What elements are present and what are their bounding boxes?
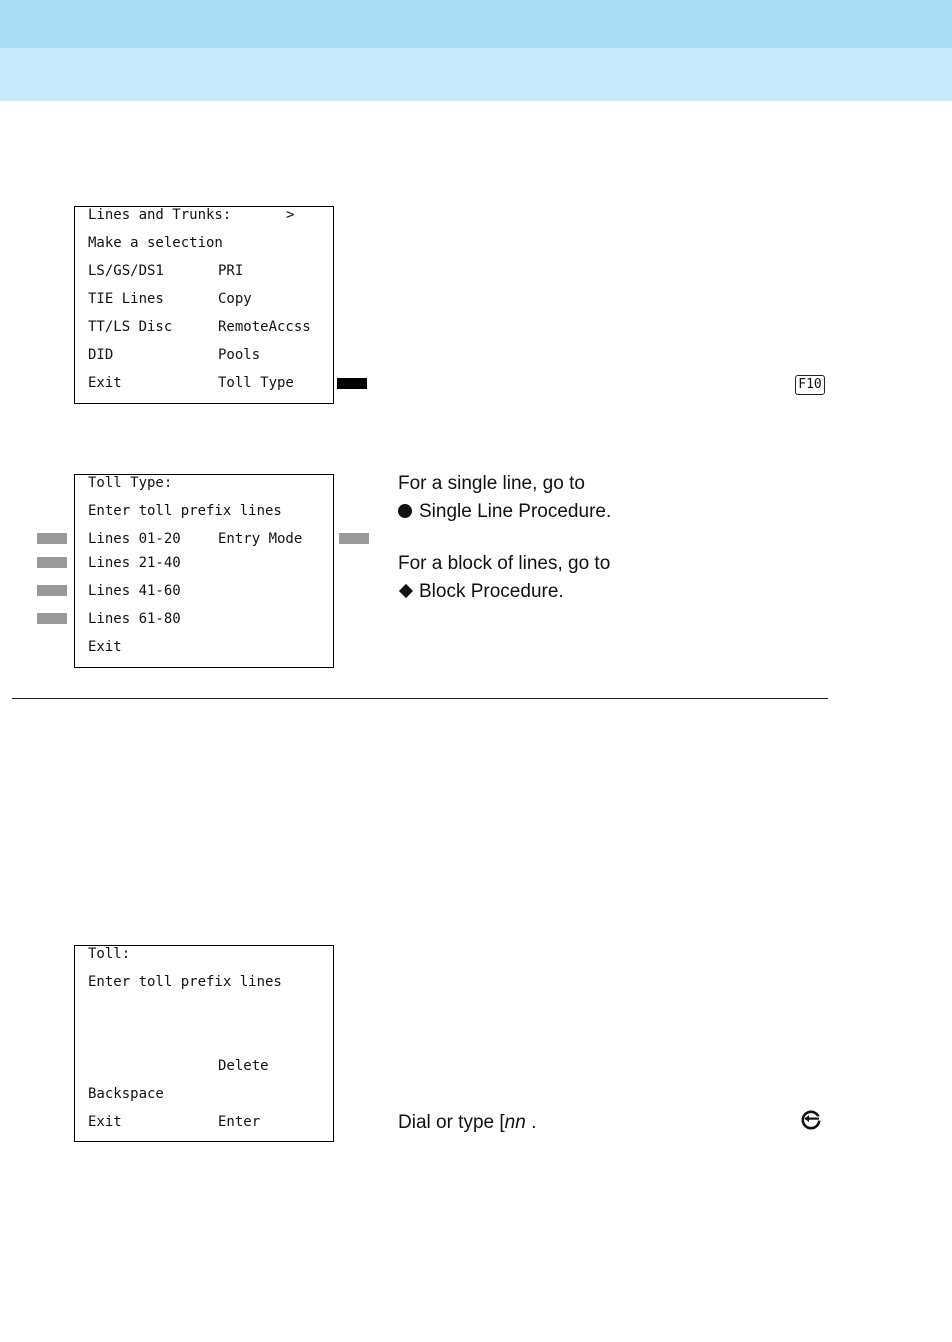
softkey-indicator[interactable]	[37, 585, 67, 596]
menu-copy[interactable]: Copy	[218, 291, 252, 307]
menu-did[interactable]: DID	[88, 347, 114, 363]
screen-prompt: Make a selection	[88, 235, 223, 251]
dial-prefix: Dial or type [	[398, 1112, 505, 1133]
menu-pools[interactable]: Pools	[218, 347, 261, 363]
menu-backspace[interactable]: Backspace	[88, 1086, 164, 1102]
f10-key[interactable]: F10	[795, 375, 825, 395]
menu-exit[interactable]: Exit	[88, 375, 122, 391]
circle-bullet-icon	[398, 504, 412, 518]
menu-lines-01-20[interactable]: Lines 01-20	[88, 531, 181, 547]
block-procedure-label: Block Procedure.	[419, 581, 564, 602]
screen-toll-type	[74, 474, 334, 668]
menu-remote-access[interactable]: RemoteAccss	[218, 319, 311, 335]
menu-exit[interactable]: Exit	[88, 639, 122, 655]
menu-toll-type[interactable]: Toll Type	[218, 375, 294, 391]
active-softkey-indicator[interactable]	[337, 378, 367, 389]
screen-toll	[74, 945, 334, 1142]
single-line-intro: For a single line, go to	[398, 473, 585, 494]
softkey-indicator[interactable]	[37, 557, 67, 568]
section-divider	[12, 698, 828, 699]
block-link[interactable]	[398, 581, 564, 603]
menu-ls-gs-ds1[interactable]: LS/GS/DS1	[88, 263, 164, 279]
menu-tt-ls-disc[interactable]: TT/LS Disc	[88, 319, 173, 335]
single-line-link[interactable]	[398, 501, 611, 523]
menu-enter[interactable]: Enter	[218, 1114, 261, 1130]
menu-entry-mode[interactable]: Entry Mode	[218, 531, 303, 547]
softkey-indicator[interactable]	[37, 533, 67, 544]
menu-tie-lines[interactable]: TIE Lines	[88, 291, 164, 307]
screen-prompt: Enter toll prefix lines	[88, 974, 282, 990]
return-icon	[801, 1110, 821, 1130]
diamond-bullet-icon	[399, 584, 413, 598]
more-arrow: >	[286, 207, 295, 223]
screen-title: Lines and Trunks:	[88, 207, 232, 223]
screen-prompt: Enter toll prefix lines	[88, 503, 282, 519]
softkey-indicator[interactable]	[339, 533, 369, 544]
menu-exit[interactable]: Exit	[88, 1114, 122, 1130]
dial-suffix: .	[525, 1112, 537, 1133]
block-intro: For a block of lines, go to	[398, 553, 611, 574]
screen-title: Toll Type:	[88, 475, 173, 491]
header-band-top	[0, 0, 952, 48]
single-line-procedure-label: Single Line Procedure.	[419, 501, 612, 522]
menu-pri[interactable]: PRI	[218, 263, 244, 279]
dial-instruction	[398, 1112, 536, 1134]
dial-variable: nn	[504, 1112, 526, 1133]
menu-delete[interactable]: Delete	[218, 1058, 269, 1074]
menu-lines-41-60[interactable]: Lines 41-60	[88, 583, 181, 599]
screen-title: Toll:	[88, 946, 131, 962]
menu-lines-21-40[interactable]: Lines 21-40	[88, 555, 181, 571]
softkey-indicator[interactable]	[37, 613, 67, 624]
screen-lines-and-trunks	[74, 206, 334, 404]
menu-lines-61-80[interactable]: Lines 61-80	[88, 611, 181, 627]
header-band-bottom	[0, 48, 952, 101]
